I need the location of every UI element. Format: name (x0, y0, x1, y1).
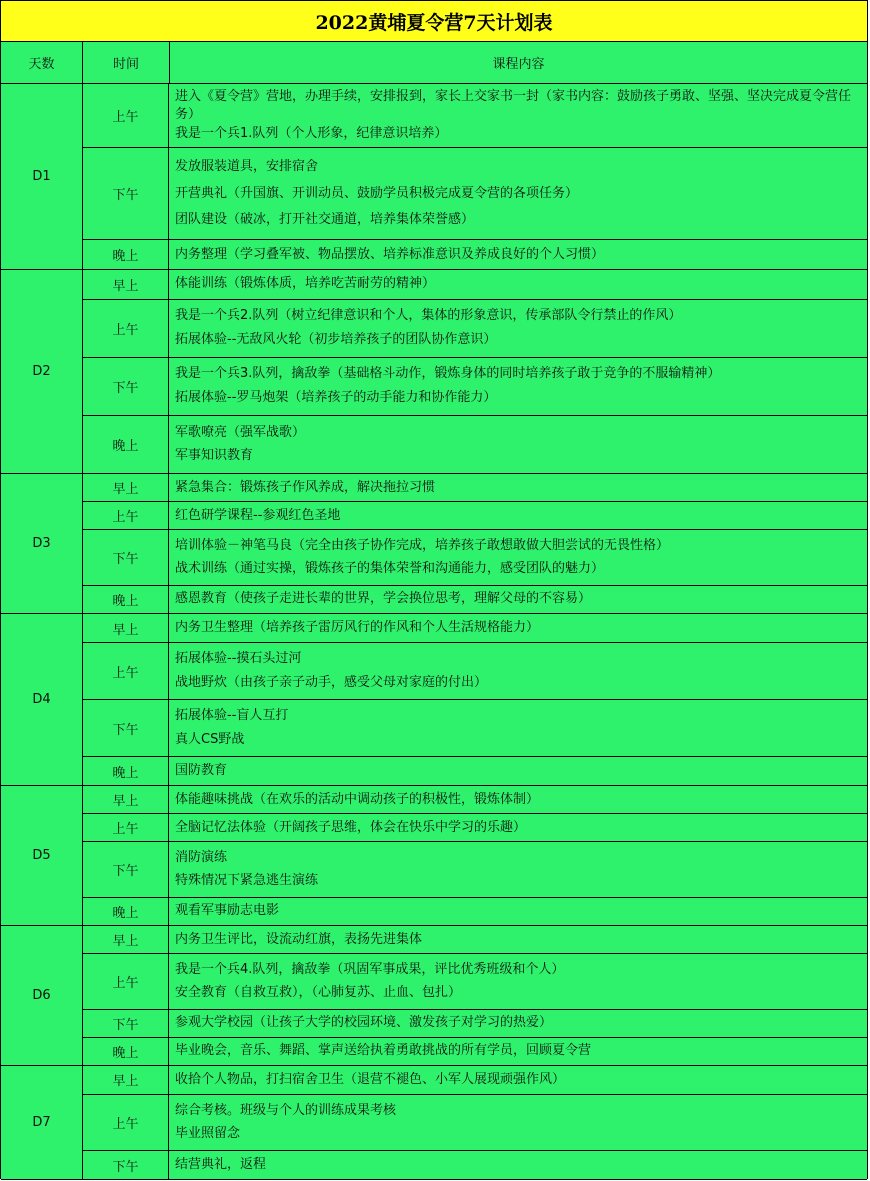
time-slot-row (83, 1095, 867, 1152)
time-slot-row (83, 84, 867, 148)
course-item: 特殊情况下紧急逃生演练 (175, 873, 319, 888)
day-label-d6: D6 (1, 926, 83, 1066)
course-item: 拓展体验--摸石头过河 (175, 651, 302, 667)
day-slots (83, 270, 867, 474)
day-label-d4: D4 (1, 614, 83, 786)
course-item: 团队建设（破冰，打开社交通道，培养集体荣誉感） (175, 212, 475, 228)
time-slot-row (83, 240, 867, 269)
course-list (169, 898, 867, 925)
header-day: 天数 (1, 42, 83, 84)
time-slot-label: 上午 (83, 643, 169, 699)
time-slot-row (83, 358, 867, 416)
time-slot-row (83, 502, 867, 530)
course-list (169, 643, 867, 699)
course-item: 消防演练 (175, 850, 228, 866)
course-item: 收拾个人物品，打扫宿舍卫生（退营不褪色、小军人展现顽强作风） (175, 1071, 566, 1087)
time-slot-row (83, 474, 867, 502)
course-item: 开营典礼（升国旗、开训动员、鼓励学员积极完成夏令营的各项任务） (175, 185, 579, 201)
time-slot-row (83, 954, 867, 1009)
time-slot-label: 晚上 (83, 416, 169, 473)
time-slot-label: 上午 (83, 300, 169, 357)
day-slots (83, 1066, 867, 1180)
time-slot-label: 上午 (83, 1095, 169, 1151)
day-slots (83, 926, 867, 1066)
course-item: 综合考核。班级与个人的训练成果考核 (175, 1102, 397, 1118)
time-slot-label: 上午 (83, 954, 169, 1008)
course-item: 体能趣味挑战（在欢乐的活动中调动孩子的积极性，锻炼体制） (175, 791, 540, 807)
time-slot-label: 晚上 (83, 757, 169, 785)
course-list (169, 1010, 867, 1037)
time-slot-label: 晚上 (83, 898, 169, 925)
time-slot-row (83, 842, 867, 897)
course-item: 安全教育（自救互救），（心肺复苏、止血、包扎） (175, 984, 462, 1000)
course-list (169, 530, 867, 584)
time-slot-row (83, 814, 867, 842)
course-item: 感恩教育（使孩子走进长辈的世界，学会换位思考，理解父母的不容易） (175, 591, 592, 607)
time-slot-row (83, 1151, 867, 1179)
course-list (169, 270, 867, 299)
course-item: 紧急集合：锻炼孩子作风养成，解决拖拉习惯 (175, 479, 436, 495)
time-slot-row (83, 300, 867, 358)
day-label-d2: D2 (1, 270, 83, 474)
course-item: 我是一个兵4.队列，擒敌拳（巩固军事成果，评比优秀班级和个人） (175, 962, 565, 977)
course-list (169, 954, 867, 1008)
time-slot-label: 下午 (83, 148, 169, 240)
time-slot-row (83, 643, 867, 700)
course-list (169, 1095, 867, 1151)
day-label-d5: D5 (1, 786, 83, 926)
course-item: 结营典礼，返程 (175, 1157, 267, 1173)
course-item: 进入《夏令营》营地，办理手续，安排报到，家长上交家书一封（家书内容：鼓励孩子勇敢、坚强、坚决完成夏令营任务） (175, 88, 852, 122)
course-item: 观看军事励志电影 (175, 903, 280, 919)
time-slot-label: 早上 (83, 614, 169, 642)
time-slot-row (83, 786, 867, 814)
course-item: 毕业晚会，音乐、舞蹈、掌声送给执着勇敢挑战的所有学员，回顾夏令营 (175, 1043, 592, 1059)
time-slot-row (83, 270, 867, 300)
time-slot-label: 早上 (83, 270, 169, 299)
course-item: 内务卫生评比，设流动红旗，表扬先进集体 (175, 931, 423, 947)
time-slot-label: 下午 (83, 700, 169, 756)
course-item: 全脑记忆法体验（开阔孩子思维，体会在快乐中学习的乐趣） (175, 819, 527, 835)
time-slot-row (83, 757, 867, 785)
course-list (169, 240, 867, 269)
time-slot-label: 早上 (83, 926, 169, 953)
course-item: 体能训练（锻炼体质，培养吃苦耐劳的精神） (175, 276, 436, 292)
course-list (169, 614, 867, 642)
time-slot-label: 下午 (83, 842, 169, 896)
time-slot-label: 早上 (83, 1066, 169, 1094)
course-item: 拓展体验--盲人互打 (175, 708, 289, 724)
time-slot-label: 晚上 (83, 1038, 169, 1065)
header-content: 课程内容 (170, 42, 867, 84)
time-slot-label: 上午 (83, 84, 169, 147)
time-slot-row (83, 1066, 867, 1095)
time-slot-label: 上午 (83, 814, 169, 841)
course-list (169, 1066, 867, 1094)
time-slot-row (83, 898, 867, 925)
time-slot-row (83, 614, 867, 643)
time-slot-label: 晚上 (83, 240, 169, 269)
course-list (169, 786, 867, 813)
course-list (169, 586, 867, 613)
time-slot-label: 晚上 (83, 586, 169, 613)
time-slot-row (83, 700, 867, 757)
course-item: 红色研学课程--参观红色圣地 (175, 507, 341, 523)
time-slot-label: 早上 (83, 474, 169, 501)
day-label-d3: D3 (1, 474, 83, 614)
course-list (169, 1151, 867, 1179)
time-slot-row (83, 1038, 867, 1065)
course-item: 我是一个兵2.队列（树立纪律意识和个人，集体的形象意识，传承部队令行禁止的作风） (175, 308, 682, 324)
day-slots (83, 786, 867, 926)
time-slot-row (83, 530, 867, 585)
course-item: 国防教育 (175, 763, 228, 778)
course-item: 真人CS野战 (175, 731, 245, 747)
course-item: 发放服装道具，安排宿舍 (175, 159, 319, 175)
time-slot-label: 下午 (83, 1151, 169, 1179)
time-slot-row (83, 416, 867, 473)
course-list (169, 84, 867, 147)
course-list (169, 502, 867, 529)
table-title: 2022黄埔夏令营7天计划表 (1, 1, 867, 42)
course-item: 军事知识教育 (175, 448, 254, 464)
course-item: 毕业照留念 (175, 1126, 241, 1142)
course-list (169, 300, 867, 357)
course-item: 战术训练（通过实操，锻炼孩子的集体荣誉和沟通能力，感受团队的魅力） (175, 561, 605, 576)
course-item: 拓展体验--无敌风火轮（初步培养孩子的团队协作意识） (175, 331, 497, 347)
course-list (169, 1038, 867, 1065)
course-item: 培训体验－神笔马良（完全由孩子协作完成，培养孩子敢想敢做大胆尝试的无畏性格） (175, 538, 670, 554)
course-list (169, 416, 867, 473)
course-item: 参观大学校园（让孩子大学的校园环境、激发孩子对学习的热爱） (175, 1015, 553, 1031)
course-list (169, 926, 867, 953)
course-list (169, 474, 867, 501)
time-slot-row (83, 586, 867, 613)
day-slots (83, 84, 867, 270)
time-slot-label: 下午 (83, 358, 169, 415)
day-slots (83, 614, 867, 786)
header-time: 时间 (83, 42, 170, 84)
day-label-d7: D7 (1, 1066, 83, 1180)
course-list (169, 700, 867, 756)
course-list (169, 148, 867, 240)
day-label-d1: D1 (1, 84, 83, 270)
course-list (169, 358, 867, 415)
time-slot-label: 早上 (83, 786, 169, 813)
course-item: 内务卫生整理（培养孩子雷厉风行的作风和个人生活规格能力） (175, 620, 540, 635)
time-slot-label: 下午 (83, 530, 169, 584)
course-item: 战地野炊（由孩子亲子动手，感受父母对家庭的付出） (175, 674, 488, 690)
day-slots (83, 474, 867, 614)
course-item: 我是一个兵1.队列（个人形象，纪律意识培养） (175, 126, 448, 142)
time-slot-label: 上午 (83, 502, 169, 529)
time-slot-label: 下午 (83, 1010, 169, 1037)
course-item: 军歌嘹亮（强军战歌） (175, 424, 306, 440)
time-slot-row (83, 148, 867, 241)
time-slot-row (83, 926, 867, 954)
course-list (169, 814, 867, 841)
course-item: 内务整理（学习叠军被、物品摆放、培养标准意识及养成良好的个人习惯） (175, 246, 605, 262)
course-item: 我是一个兵3.队列，擒敌拳（基础格斗动作，锻炼身体的同时培养孩子敢于竞争的不服输精神） (175, 366, 721, 382)
time-slot-row (83, 1010, 867, 1038)
course-list (169, 842, 867, 896)
course-item: 拓展体验--罗马炮架（培养孩子的动手能力和协作能力） (175, 390, 497, 406)
course-list (169, 757, 867, 785)
